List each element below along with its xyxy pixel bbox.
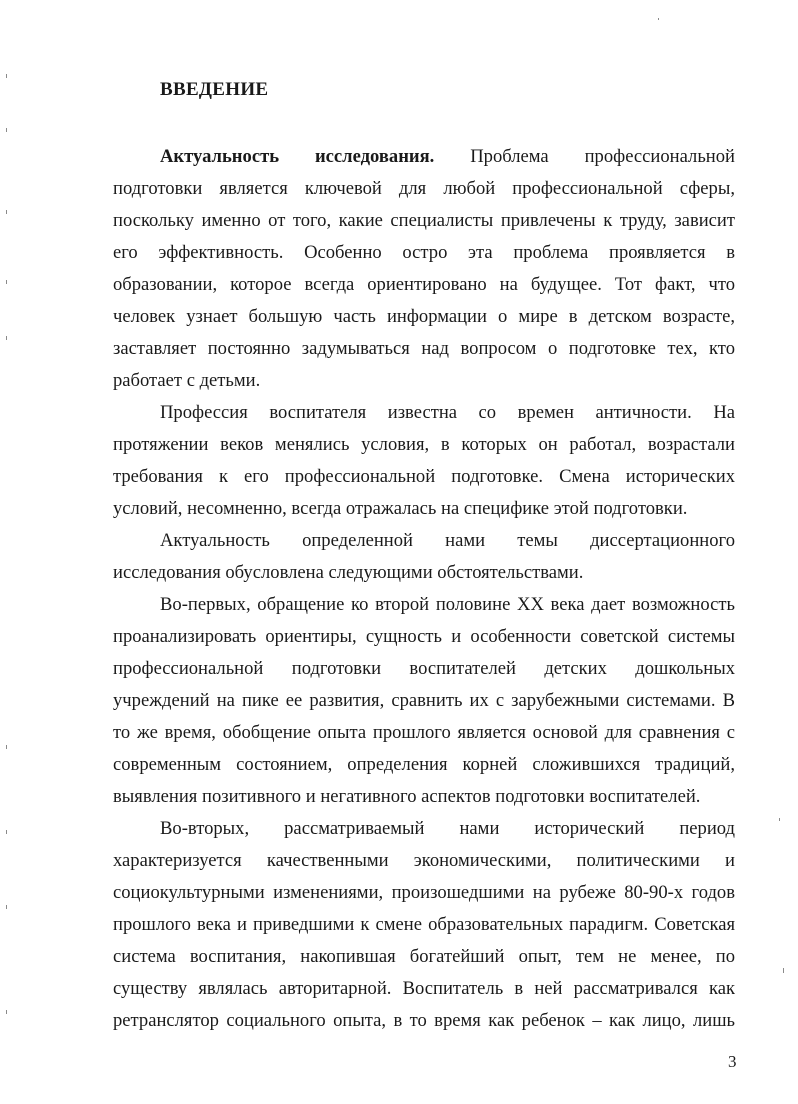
line-text: выявления позитивного и негативного аспектов подготовки воспитателей. <box>113 786 701 807</box>
scan-speck <box>6 210 7 214</box>
line-text: профессиональной подготовки воспитателей детских дошкольных <box>113 658 735 679</box>
line-text: современным состоянием, определения корней сложившихся традиций, <box>113 754 735 775</box>
text-line <box>113 621 735 653</box>
text-line <box>113 525 735 557</box>
line-text: его эффективность. Особенно остро эта проблема проявляется в <box>113 242 735 263</box>
line-text: социокультурными изменениями, произошедшими на рубеже 80-90-х годов <box>113 882 735 903</box>
scan-speck <box>658 18 659 20</box>
text-line <box>113 589 735 621</box>
body-text <box>113 141 735 1037</box>
line-text: образовании, которое всегда ориентировано на будущее. Тот факт, что <box>113 274 735 295</box>
text-line <box>113 749 735 781</box>
scan-speck <box>779 818 780 821</box>
line-text: подготовки является ключевой для любой профессиональной сферы, <box>113 178 735 199</box>
text-line <box>113 717 735 749</box>
text-line <box>113 877 735 909</box>
scan-speck <box>6 128 7 132</box>
text-line <box>113 301 735 333</box>
text-line <box>113 813 735 845</box>
text-line <box>113 205 735 237</box>
line-text: исследования обусловлена следующими обстоятельствами. <box>113 562 584 583</box>
text-line <box>113 653 735 685</box>
text-line <box>113 973 735 1005</box>
scan-speck <box>783 968 784 973</box>
text-line <box>113 237 735 269</box>
line-text: поскольку именно от того, какие специалисты привлечены к труду, зависит <box>113 210 735 231</box>
scan-speck <box>6 830 7 834</box>
line-text: учреждений на пике ее развития, сравнить их с зарубежными системами. В <box>113 690 735 711</box>
text-line <box>113 941 735 973</box>
line-text: Во-вторых, рассматриваемый нами исторический период <box>160 818 735 839</box>
text-line <box>113 429 735 461</box>
line-text: ретранслятор социального опыта, в то время как ребенок – как лицо, лишь <box>113 1010 735 1031</box>
text-line <box>113 493 735 525</box>
scan-speck <box>6 1010 7 1014</box>
line-text: проанализировать ориентиры, сущность и особенности советской системы <box>113 626 735 647</box>
text-line <box>113 845 735 877</box>
line-text: заставляет постоянно задумываться над вопросом о подготовке тех, кто <box>113 338 735 359</box>
line-text: условий, несомненно, всегда отражалась на специфике этой подготовки. <box>113 498 688 519</box>
line-text: человек узнает большую часть информации о мире в детском возрасте, <box>113 306 735 327</box>
scan-speck <box>6 336 7 340</box>
text-line <box>113 909 735 941</box>
line-text: требования к его профессиональной подготовке. Смена исторических <box>113 466 735 487</box>
text-line <box>113 333 735 365</box>
line-text: характеризуется качественными экономическими, политическими и <box>113 850 735 871</box>
line-text: прошлого века и приведшими к смене образовательных парадигм. Советская <box>113 914 735 935</box>
bold-lead: Актуальность исследования. <box>160 146 435 167</box>
scan-speck <box>6 745 7 749</box>
line-text: Актуальность определенной нами темы диссертационного <box>160 530 735 551</box>
text-line <box>113 141 735 173</box>
text-line <box>113 557 735 589</box>
text-line <box>113 173 735 205</box>
text-line <box>113 397 735 429</box>
scan-speck <box>6 74 7 78</box>
page-number: 3 <box>728 1052 737 1071</box>
line-text: протяжении веков менялись условия, в которых он работал, возрастали <box>113 434 735 455</box>
line-text: Профессия воспитателя известна со времен античности. На <box>160 402 735 423</box>
text-line <box>113 1005 735 1037</box>
line-text: Проблема профессиональной <box>434 146 735 167</box>
line-text: то же время, обобщение опыта прошлого является основой для сравнения с <box>113 722 735 743</box>
line-text: Во-первых, обращение ко второй половине XX века дает возможность <box>160 594 735 615</box>
text-line <box>113 269 735 301</box>
text-line <box>113 365 735 397</box>
text-line <box>113 685 735 717</box>
line-text: система воспитания, накопившая богатейший опыт, тем не менее, по <box>113 946 735 967</box>
section-heading: ВВЕДЕНИЕ <box>160 79 269 100</box>
line-text: работает с детьми. <box>113 370 261 391</box>
line-text: существу являлась авторитарной. Воспитатель в ней рассматривался как <box>113 978 735 999</box>
scan-speck <box>6 280 7 284</box>
text-line <box>113 781 735 813</box>
scan-speck <box>6 905 7 909</box>
text-line <box>113 461 735 493</box>
